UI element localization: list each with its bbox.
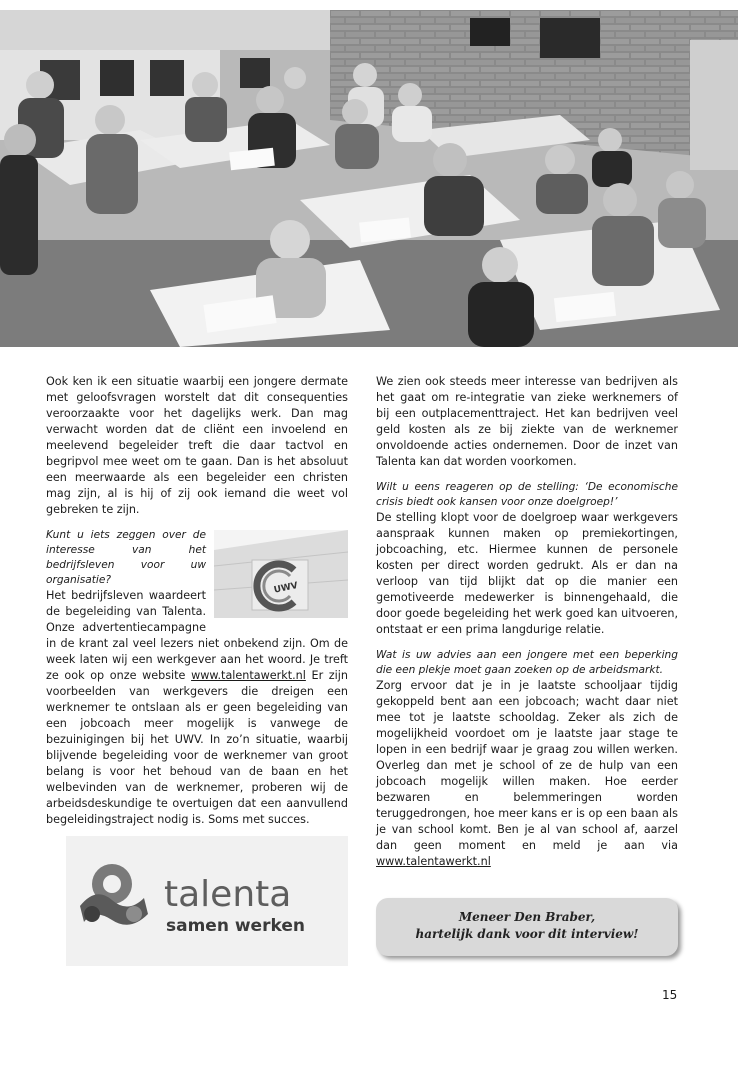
right-column	[376, 374, 678, 870]
talenta-logo-graphic	[66, 836, 348, 966]
right-intro-paragraph: We zien ook steeds meer interesse van bedrijven als het gaat om re-integratie van zieke werknemers of bij een outplacementtraject. Het kan bedrijven veel geld kosten als ze bij ziekte van de werknemer onvoldoende acties ondernemen. Door de inzet van Talenta kan dat worden voorkomen.	[376, 375, 678, 468]
page-number: 15	[662, 988, 678, 1002]
left-intro-paragraph: Ook ken ik een situatie waarbij een jongere dermate met geloofsvragen worstelt dat dit consequenties veroorzaakte voor het dagelijks werk. Dan mag verwacht worden dat de cliënt een invoelend en meelevend begeleider treft die daar tactvol en begripvol mee weet om te gaan. Dan is het absoluut een meerwaarde als een begeleider een christen mag zijn, al is hij of zij ook iemand die weet vol gebreken te zijn.	[46, 375, 348, 516]
classroom-illustration	[0, 10, 738, 347]
left-question: Kunt u iets zeggen over de interesse van het bedrijfsleven voor uw organisatie?	[46, 529, 206, 586]
classroom-photo	[0, 10, 738, 347]
left-answer-text: Het bedrijfsleven waardeert de begeleiding van Talenta. Onze advertentiecampagne in de krant zal veel lezers niet onbekend zijn. Om de week laten wij een werkgever aan het woord. Je treft ze ook op onze website	[46, 589, 348, 682]
uwv-logo-text: UWV	[273, 580, 299, 596]
right-question-1: Wilt u eens reageren op de stelling: ‘De economische crisis biedt ook kansen voor onze doelgroep!’	[376, 481, 678, 508]
uwv-building-illustration	[214, 530, 348, 618]
left-answer-paragraph	[46, 588, 348, 828]
talenta-logo-tagline: samen werken	[166, 916, 305, 936]
right-answer-2: Zorg ervoor dat je in je laatste schooljaar tijdig gekoppeld bent aan een jobcoach; wacht daar niet mee tot je laatste schooldag. Zeker als zich de mogelijkheid voordoet om je laatste jaar stage te lopen in een bedrijf waar je graag zou willen werken. Overleg dan met je school of ze de hulp van een jobcoach mogelijk willen maken. Hoe eerder bezwaren en belemmeringen worden teruggedrongen, hoe meer kans er is op een baan als je van school komt. Ben je al van school af, aarzel dan geen moment en meld je aan via	[376, 679, 678, 852]
thanks-box	[376, 898, 678, 956]
talenta-logo-word: talenta	[164, 874, 292, 915]
thanks-line-2: hartelijk dank voor dit interview!	[415, 927, 639, 941]
talentawerkt-link[interactable]: www.talentawerkt.nl	[191, 669, 306, 682]
left-column	[46, 374, 348, 828]
left-answer-continued: Er zijn voorbeelden van werkgevers die dreigen een werknemer te ontslaan als er geen begeleiding van een jobcoach meer mogelijk is vanwege de bezuinigingen bij het UWV. In zo’n situatie, waarbij blijvende begeleiding voor de werknemer van groot belang is voor het behoud van de baan en het welbevinden van de werknemer, proberen wij de arbeidsdeskundige te overtuigen dat een aanvullend begeleidingstraject nodig is. Soms met succes.	[46, 669, 348, 826]
talentawerkt-link-2[interactable]: www.talentawerkt.nl	[376, 855, 491, 868]
right-question-2: Wat is uw advies aan een jongere met een beperking die een plekje moet gaan zoeken op de arbeidsmarkt.	[376, 649, 678, 676]
talenta-logo	[66, 836, 348, 966]
uwv-photo	[214, 530, 348, 618]
thanks-line-1: Meneer Den Braber,	[458, 910, 596, 924]
right-answer-2-paragraph	[376, 678, 678, 870]
right-answer-1: De stelling klopt voor de doelgroep waar werkgevers aanspraak kunnen maken op premiekortingen, jobcoaching, etc. Hiermee kunnen de personele kosten per direct worden gedrukt. Als er dan na verloop van tijd blijkt dat op die manier een gemotiveerde medewerker is binnengehaald, die door goede begeleiding het werk goed kan uitvoeren, ontstaat er een prima langdurige relatie.	[376, 511, 678, 636]
